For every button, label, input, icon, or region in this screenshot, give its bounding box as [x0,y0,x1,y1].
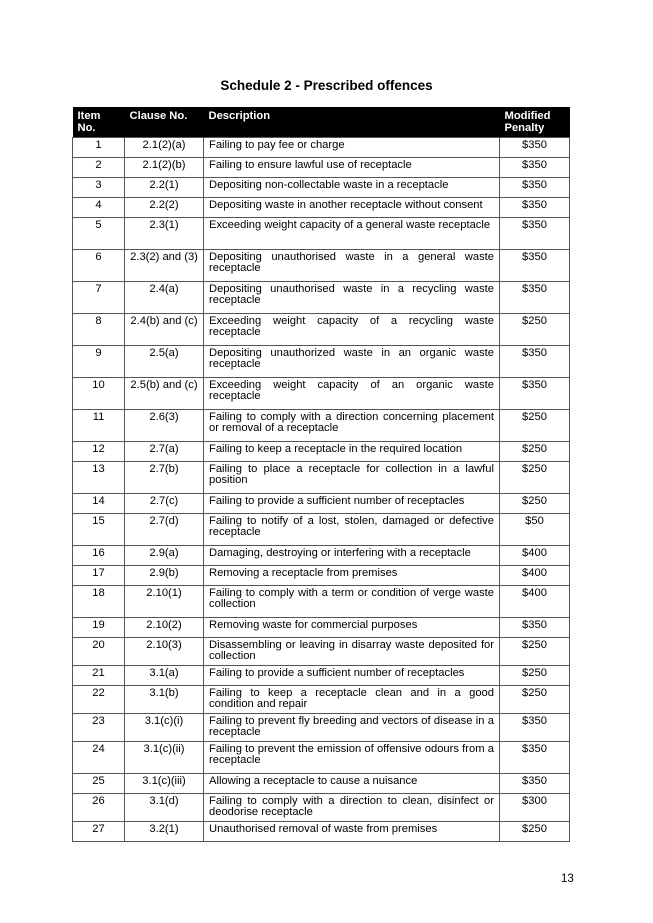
table-row [73,442,570,462]
clause-no-cell: 2.7(d) [125,514,204,546]
description-cell: Exceeding weight capacity of a recycling waste receptacle [204,314,500,346]
description-cell: Disassembling or leaving in disarray waste deposited for collection [204,638,500,666]
clause-no-cell: 2.3(2) and (3) [125,250,204,282]
table-row [73,638,570,666]
clause-no-cell: 2.9(b) [125,566,204,586]
table-row [73,774,570,794]
item-no-cell: 17 [73,566,125,586]
description-cell: Failing to keep a receptacle clean and in a good condition and repair [204,686,500,714]
item-no-cell: 11 [73,410,125,442]
description-cell: Depositing unauthorised waste in a general waste receptacle [204,250,500,282]
description-cell: Failing to prevent fly breeding and vectors of disease in a receptacle [204,714,500,742]
table-row [73,198,570,218]
item-no-cell: 3 [73,178,125,198]
item-no-cell: 27 [73,822,125,842]
table-row [73,666,570,686]
clause-no-cell: 3.1(c)(ii) [125,742,204,774]
table-row [73,714,570,742]
table-row [73,822,570,842]
penalty-cell: $250 [500,442,570,462]
table-row [73,378,570,410]
item-no-cell: 18 [73,586,125,618]
clause-no-cell: 2.10(1) [125,586,204,618]
table-row [73,158,570,178]
table-row [73,346,570,378]
penalty-cell: $350 [500,250,570,282]
clause-no-cell: 2.10(2) [125,618,204,638]
penalty-cell: $250 [500,494,570,514]
item-no-cell: 16 [73,546,125,566]
description-cell: Failing to comply with a term or condition of verge waste collection [204,586,500,618]
header-clause-no: Clause No. [125,107,204,138]
description-cell: Removing a receptacle from premises [204,566,500,586]
penalty-cell: $250 [500,314,570,346]
penalty-cell: $250 [500,686,570,714]
clause-no-cell: 2.2(2) [125,198,204,218]
table-row [73,546,570,566]
item-no-cell: 25 [73,774,125,794]
table-row [73,566,570,586]
penalty-cell: $350 [500,282,570,314]
clause-no-cell: 3.1(a) [125,666,204,686]
penalty-cell: $350 [500,218,570,250]
table-row [73,462,570,494]
item-no-cell: 5 [73,218,125,250]
table-row [73,514,570,546]
description-cell: Exceeding weight capacity of a general waste receptacle [204,218,500,250]
description-cell: Failing to provide a sufficient number of receptacles [204,494,500,514]
offences-table [72,107,570,842]
description-cell: Failing to keep a receptacle in the required location [204,442,500,462]
clause-no-cell: 2.1(2)(a) [125,138,204,158]
clause-no-cell: 2.3(1) [125,218,204,250]
page-number: 13 [561,873,574,885]
item-no-cell: 21 [73,666,125,686]
page-title: Schedule 2 - Prescribed offences [220,78,433,93]
description-cell: Failing to comply with a direction concerning placement or removal of a receptacle [204,410,500,442]
description-cell: Failing to notify of a lost, stolen, damaged or defective receptacle [204,514,500,546]
table-row [73,410,570,442]
item-no-cell: 10 [73,378,125,410]
penalty-cell: $350 [500,618,570,638]
item-no-cell: 19 [73,618,125,638]
table-row [73,178,570,198]
header-item-no: Item No. [73,107,125,138]
penalty-cell: $300 [500,794,570,822]
penalty-cell: $250 [500,666,570,686]
clause-no-cell: 3.1(b) [125,686,204,714]
penalty-cell: $400 [500,566,570,586]
table-row [73,618,570,638]
item-no-cell: 1 [73,138,125,158]
table-row [73,282,570,314]
clause-no-cell: 2.10(3) [125,638,204,666]
penalty-cell: $350 [500,346,570,378]
penalty-cell: $250 [500,638,570,666]
penalty-cell: $350 [500,178,570,198]
item-no-cell: 6 [73,250,125,282]
description-cell: Depositing waste in another receptacle without consent [204,198,500,218]
penalty-cell: $350 [500,198,570,218]
description-cell: Damaging, destroying or interfering with a receptacle [204,546,500,566]
table-row [73,138,570,158]
item-no-cell: 14 [73,494,125,514]
penalty-cell: $350 [500,742,570,774]
clause-no-cell: 2.4(a) [125,282,204,314]
description-cell: Failing to comply with a direction to clean, disinfect or deodorise receptacle [204,794,500,822]
table-row [73,494,570,514]
item-no-cell: 20 [73,638,125,666]
penalty-cell: $400 [500,586,570,618]
clause-no-cell: 2.7(a) [125,442,204,462]
item-no-cell: 23 [73,714,125,742]
header-modified-penalty: Modified Penalty [500,107,570,138]
clause-no-cell: 2.5(a) [125,346,204,378]
description-cell: Depositing non-collectable waste in a receptacle [204,178,500,198]
item-no-cell: 2 [73,158,125,178]
clause-no-cell: 3.1(c)(iii) [125,774,204,794]
penalty-cell: $250 [500,410,570,442]
description-cell: Unauthorised removal of waste from premises [204,822,500,842]
clause-no-cell: 2.5(b) and (c) [125,378,204,410]
penalty-cell: $350 [500,138,570,158]
item-no-cell: 8 [73,314,125,346]
description-cell: Failing to pay fee or charge [204,138,500,158]
item-no-cell: 24 [73,742,125,774]
clause-no-cell: 2.2(1) [125,178,204,198]
item-no-cell: 15 [73,514,125,546]
table-row [73,742,570,774]
description-cell: Depositing unauthorised waste in a recycling waste receptacle [204,282,500,314]
description-cell: Depositing unauthorized waste in an organic waste receptacle [204,346,500,378]
clause-no-cell: 2.9(a) [125,546,204,566]
item-no-cell: 7 [73,282,125,314]
clause-no-cell: 2.7(c) [125,494,204,514]
item-no-cell: 12 [73,442,125,462]
description-cell: Failing to ensure lawful use of receptacle [204,158,500,178]
clause-no-cell: 2.4(b) and (c) [125,314,204,346]
penalty-cell: $350 [500,378,570,410]
description-cell: Failing to place a receptacle for collection in a lawful position [204,462,500,494]
header-description: Description [204,107,500,138]
penalty-cell: $400 [500,546,570,566]
clause-no-cell: 3.1(d) [125,794,204,822]
clause-no-cell: 3.1(c)(i) [125,714,204,742]
penalty-cell: $250 [500,462,570,494]
penalty-cell: $50 [500,514,570,546]
description-cell: Allowing a receptacle to cause a nuisance [204,774,500,794]
table-row [73,686,570,714]
description-cell: Failing to provide a sufficient number of receptacles [204,666,500,686]
description-cell: Exceeding weight capacity of an organic waste receptacle [204,378,500,410]
penalty-cell: $250 [500,822,570,842]
item-no-cell: 26 [73,794,125,822]
penalty-cell: $350 [500,774,570,794]
penalty-cell: $350 [500,158,570,178]
penalty-cell: $350 [500,714,570,742]
clause-no-cell: 2.7(b) [125,462,204,494]
description-cell: Removing waste for commercial purposes [204,618,500,638]
table-header-row [73,107,570,138]
clause-no-cell: 3.2(1) [125,822,204,842]
table-row [73,794,570,822]
item-no-cell: 4 [73,198,125,218]
item-no-cell: 13 [73,462,125,494]
clause-no-cell: 2.1(2)(b) [125,158,204,178]
table-row [73,218,570,250]
table-row [73,586,570,618]
table-row [73,314,570,346]
table-row [73,250,570,282]
clause-no-cell: 2.6(3) [125,410,204,442]
description-cell: Failing to prevent the emission of offensive odours from a receptacle [204,742,500,774]
item-no-cell: 22 [73,686,125,714]
item-no-cell: 9 [73,346,125,378]
